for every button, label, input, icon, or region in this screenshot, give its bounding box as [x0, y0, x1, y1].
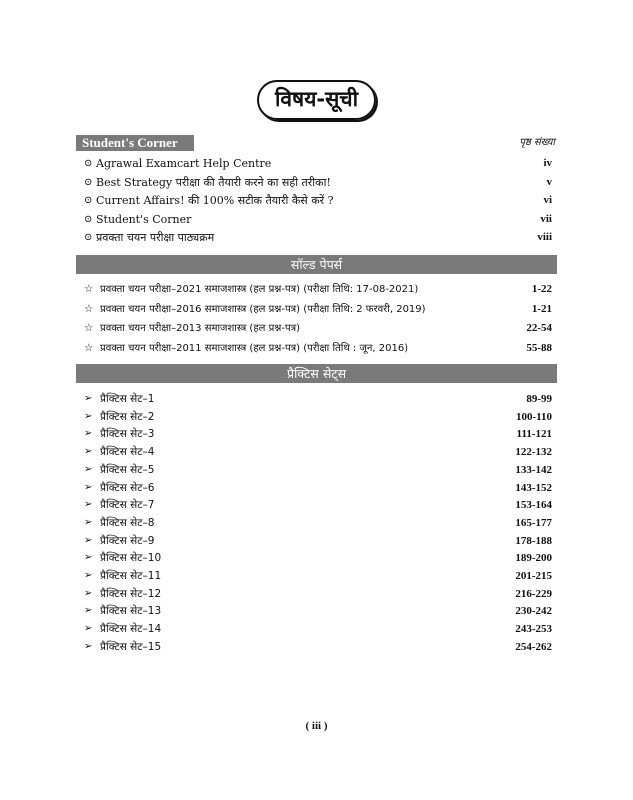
practice-set-item-title: प्रैक्टिस सेट–9: [100, 534, 155, 547]
practice-set-item-row[interactable]: [84, 567, 552, 585]
practice-set-item-bullet-icon: ➢: [84, 428, 93, 440]
students-corner-item-bullet-icon: ⊙: [84, 176, 93, 188]
practice-set-item-bullet-icon: ➢: [84, 570, 93, 581]
practice-set-item-bullet-icon: ➢: [84, 552, 93, 564]
solved-paper-item-page-number: 55-88: [526, 341, 552, 354]
solved-papers-header: सॉल्ड पेपर्स: [76, 255, 557, 274]
practice-set-item-title: प्रैक्टिस सेट–8: [100, 516, 155, 529]
practice-set-item-title: प्रैक्टिस सेट–3: [100, 428, 155, 441]
practice-set-item-row[interactable]: [84, 549, 552, 567]
practice-set-item-title: प्रैक्टिस सेट–6: [100, 481, 155, 494]
practice-set-item-bullet-icon: ➢: [84, 499, 93, 511]
practice-set-item-row[interactable]: [84, 638, 552, 656]
practice-set-item-page-number: 165-177: [515, 516, 552, 529]
practice-set-item-page-number: 111-121: [516, 428, 552, 441]
students-corner-label: Student's Corner: [76, 135, 194, 151]
practice-set-item-bullet-icon: ➢: [84, 587, 93, 599]
practice-set-item-page-number: 189-200: [515, 552, 552, 565]
practice-set-item-row[interactable]: [84, 390, 552, 408]
practice-set-item-row[interactable]: [84, 443, 552, 461]
practice-set-item-title: प्रैक्टिस सेट–2: [100, 410, 155, 423]
students-corner-item-bullet-icon: ⊙: [84, 195, 93, 206]
practice-set-item-row[interactable]: [84, 479, 552, 497]
students-corner-item-page-number: vi: [543, 194, 552, 206]
practice-set-item-bullet-icon: ➢: [84, 623, 93, 635]
practice-set-item-page-number: 143-152: [515, 481, 552, 494]
practice-set-item-title: प्रैक्टिस सेट–13: [100, 605, 162, 618]
practice-set-item-title: प्रैक्टिस सेट–10: [100, 552, 162, 565]
students-corner-header: [76, 135, 555, 151]
students-corner-item-row[interactable]: [84, 192, 552, 209]
practice-set-item-row[interactable]: [84, 620, 552, 638]
practice-set-item-bullet-icon: ➢: [84, 410, 93, 422]
solved-paper-item-title: प्रवक्ता चयन परीक्षा–2016 समाजशास्त्र (हल प्रश्न-पत्र) (परीक्षा तिथि: 2 फरवरी, 2019): [100, 303, 426, 315]
students-corner-item-page-number: iv: [543, 157, 552, 169]
practice-set-item-bullet-icon: ➢: [84, 446, 93, 458]
title-wrap: [0, 80, 633, 120]
solved-paper-item-page-number: 1-22: [531, 283, 552, 295]
students-corner-item-page-number: v: [546, 175, 552, 188]
practice-set-item-title: प्रैक्टिस सेट–11: [100, 570, 162, 582]
practice-set-item-title: प्रैक्टिस सेट–1: [100, 393, 155, 405]
students-corner-item-row[interactable]: [84, 155, 552, 172]
students-corner-item-bullet-icon: ⊙: [84, 232, 93, 243]
practice-set-item-bullet-icon: ➢: [84, 463, 93, 475]
students-corner-item-title: Agrawal Examcart Help Centre: [96, 157, 272, 170]
practice-set-item-page-number: 216-229: [515, 587, 552, 600]
practice-set-item-title: प्रैक्टिस सेट–4: [100, 446, 155, 459]
page-footer: ( iii ): [305, 720, 328, 732]
solved-paper-item-row[interactable]: [84, 340, 552, 357]
students-corner-item-title: Best Strategy परीक्षा की तैयारी करने का सही तरीका!: [96, 175, 331, 189]
solved-paper-item-bullet-icon: ☆: [84, 303, 94, 315]
practice-set-item-title: प्रैक्टिस सेट–7: [100, 499, 155, 512]
practice-set-item-page-number: 254-262: [515, 640, 552, 653]
practice-set-item-title: प्रैक्टिस सेट–12: [100, 587, 162, 600]
solved-paper-item-bullet-icon: ☆: [84, 342, 94, 354]
practice-set-item-page-number: 230-242: [515, 605, 552, 618]
solved-paper-item-row[interactable]: [84, 281, 552, 298]
page-title: विषय-सूची: [257, 80, 376, 120]
practice-set-item-page-number: 122-132: [515, 446, 552, 459]
practice-set-item-bullet-icon: ➢: [84, 516, 93, 528]
students-corner-item-row[interactable]: [84, 211, 552, 228]
solved-paper-item-title: प्रवक्ता चयन परीक्षा–2021 समाजशास्त्र (हल प्रश्न-पत्र) (परीक्षा तिथि: 17-08-2021): [100, 284, 419, 295]
practice-set-item-bullet-icon: ➢: [84, 393, 93, 404]
students-corner-item-title: Student's Corner: [96, 212, 192, 226]
practice-set-item-page-number: 243-253: [515, 623, 552, 636]
solved-paper-item-page-number: 22-54: [526, 322, 552, 334]
solved-paper-item-row[interactable]: [84, 320, 552, 337]
students-corner-item-bullet-icon: ⊙: [84, 158, 93, 169]
practice-set-item-row[interactable]: [84, 425, 552, 443]
solved-paper-item-row[interactable]: [84, 301, 552, 318]
practice-set-item-title: प्रैक्टिस सेट–14: [100, 623, 162, 636]
practice-sets-header: प्रैक्टिस सेट्स: [76, 364, 557, 383]
solved-paper-item-title: प्रवक्ता चयन परीक्षा–2013 समाजशास्त्र (हल प्रश्न-पत्र): [100, 323, 301, 334]
practice-set-item-bullet-icon: ➢: [84, 605, 93, 617]
practice-set-item-page-number: 133-142: [515, 463, 552, 476]
practice-set-item-bullet-icon: ➢: [84, 534, 93, 546]
students-corner-item-row[interactable]: [84, 174, 552, 191]
solved-paper-item-title: प्रवक्ता चयन परीक्षा–2011 समाजशास्त्र (हल प्रश्न-पत्र) (परीक्षा तिथि : जून, 2016): [100, 342, 409, 354]
students-corner-item-bullet-icon: ⊙: [84, 213, 93, 225]
practice-set-item-bullet-icon: ➢: [84, 481, 93, 493]
practice-set-item-row[interactable]: [84, 602, 552, 620]
practice-set-item-row[interactable]: [84, 585, 552, 603]
practice-set-item-row[interactable]: [84, 496, 552, 514]
practice-set-item-row[interactable]: [84, 514, 552, 532]
solved-paper-item-page-number: 1-21: [531, 302, 552, 315]
practice-set-item-row[interactable]: [84, 532, 552, 550]
solved-paper-item-bullet-icon: ☆: [84, 323, 94, 334]
solved-paper-item-bullet-icon: ☆: [84, 284, 94, 295]
practice-set-item-row[interactable]: [84, 461, 552, 479]
practice-set-item-row[interactable]: [84, 408, 552, 426]
students-corner-item-title: Current Affairs! की 100% सटीक तैयारी कैसे करें ?: [96, 194, 334, 207]
students-corner-item-page-number: vii: [540, 212, 552, 225]
practice-set-item-title: प्रैक्टिस सेट–15: [100, 640, 162, 653]
practice-set-item-page-number: 100-110: [515, 410, 552, 423]
practice-set-item-page-number: 178-188: [515, 534, 552, 547]
practice-set-item-bullet-icon: ➢: [84, 640, 93, 652]
practice-set-item-title: प्रैक्टिस सेट–5: [100, 463, 155, 476]
practice-set-item-page-number: 89-99: [526, 393, 552, 405]
students-corner-item-row[interactable]: [84, 229, 552, 246]
practice-set-item-page-number: 153-164: [515, 499, 552, 512]
students-corner-item-page-number: viii: [537, 231, 552, 243]
page-number-label: पृष्ठ संख्या: [519, 137, 555, 148]
practice-set-item-page-number: 201-215: [515, 570, 552, 582]
students-corner-item-title: प्रवक्ता चयन परीक्षा पाठ्यक्रम: [96, 231, 215, 244]
